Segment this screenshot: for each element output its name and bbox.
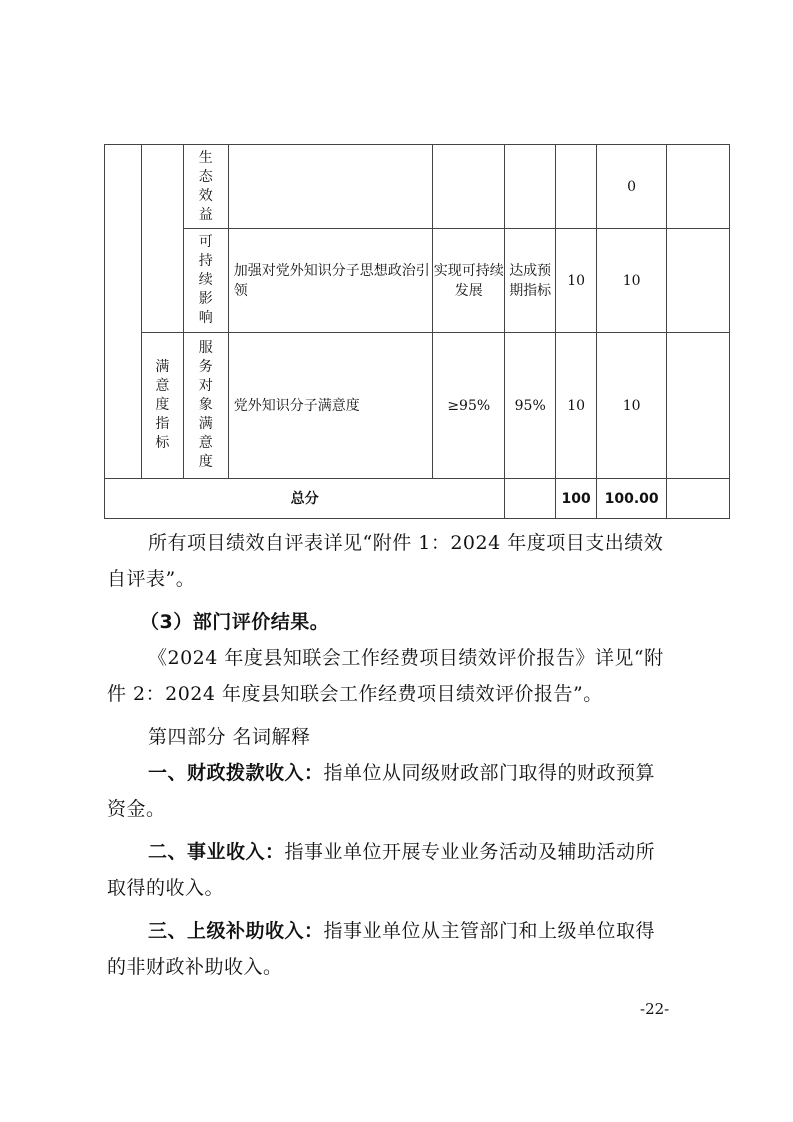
actual-value: 达成预期指标: [505, 229, 556, 333]
category: [141, 333, 183, 479]
term-line: [148, 834, 730, 870]
page-content: [104, 144, 730, 985]
total-label: 总分: [105, 479, 505, 519]
note: [667, 229, 730, 333]
table-cell: [141, 145, 183, 333]
term-definition: 指事业单位开展专业业务活动及辅助活动所: [284, 841, 656, 863]
page-number: -22-: [640, 1000, 670, 1018]
table-row: [105, 229, 730, 333]
score: 10: [597, 229, 667, 333]
total-weight: 100: [556, 479, 597, 519]
term-label: 一、财政拨款收入：: [148, 762, 324, 784]
paragraph-line: 资金。: [107, 798, 166, 820]
term-definition: 指事业单位从主管部门和上级单位取得: [323, 920, 656, 942]
table-cell: [505, 479, 556, 519]
note: [667, 145, 730, 229]
actual-value: [505, 145, 556, 229]
paragraph-line: 《2024 年度县知联会工作经费项目绩效评价报告》详见“附: [148, 647, 664, 669]
sub-indicator: [183, 145, 228, 229]
sub-indicator-text: 服 务 对 象 满 意 度: [198, 340, 213, 470]
weight: 10: [556, 333, 597, 479]
weight: [556, 145, 597, 229]
target-value: 实现可持续发展: [433, 229, 505, 333]
performance-table: [104, 144, 730, 519]
weight: 10: [556, 229, 597, 333]
paragraph-line: 的非财政补助收入。: [107, 956, 283, 978]
indicator-content: [228, 145, 433, 229]
table-cell: [667, 479, 730, 519]
sub-indicator: [183, 333, 228, 479]
score: 0: [597, 145, 667, 229]
sub-indicator-text: 生 态 效 益: [198, 149, 213, 223]
term-line: [148, 755, 730, 791]
term-label: 三、上级补助收入：: [148, 920, 324, 942]
paragraph-line: 所有项目绩效自评表详见“附件 1：2024 年度项目支出绩效: [148, 532, 664, 554]
note: [667, 333, 730, 479]
total-score: 100.00: [597, 479, 667, 519]
category-text: 满 意 度 指 标: [155, 359, 170, 451]
paragraph-line: 取得的收入。: [107, 877, 225, 899]
part-heading: 第四部分 名词解释: [148, 726, 311, 748]
target-value: ≥95%: [433, 333, 505, 479]
table-row: [105, 333, 730, 479]
score: 10: [597, 333, 667, 479]
term-definition: 指单位从同级财政部门取得的财政预算: [323, 762, 656, 784]
sub-indicator-text: 可 持 续 影 响: [198, 234, 213, 326]
actual-value: 95%: [505, 333, 556, 479]
target-value: [433, 145, 505, 229]
table-cell: [105, 145, 142, 479]
term-line: [148, 913, 730, 949]
indicator-content: 加强对党外知识分子思想政治引领: [228, 229, 433, 333]
section-heading: （3）部门评价结果。: [140, 611, 330, 633]
table-row: [105, 145, 730, 229]
total-row: [105, 479, 730, 519]
indicator-content: 党外知识分子满意度: [228, 333, 433, 479]
sub-indicator: [183, 229, 228, 333]
term-label: 二、事业收入：: [148, 841, 285, 863]
paragraph-line: 自评表”。: [107, 568, 196, 590]
paragraph-line: 件 2：2024 年度县知联会工作经费项目绩效评价报告”。: [107, 683, 603, 705]
